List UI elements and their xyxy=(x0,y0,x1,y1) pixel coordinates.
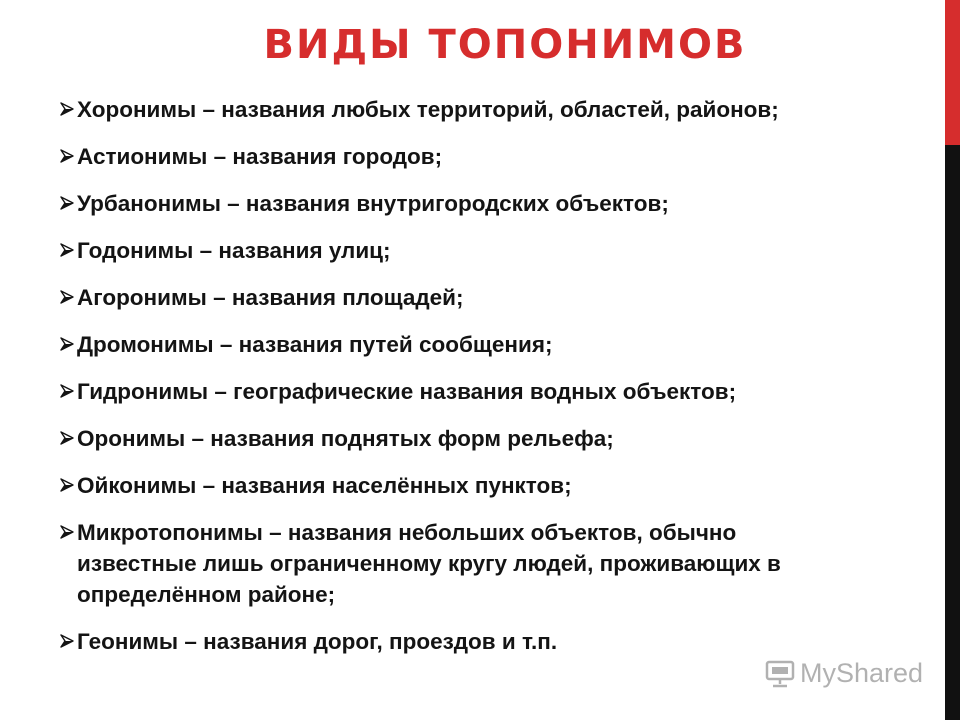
arrow-bullet-icon xyxy=(60,384,74,398)
list-item xyxy=(60,470,860,501)
list-item xyxy=(60,376,860,407)
list-item xyxy=(60,141,860,172)
list-item-text: Ойконимы – названия населённых пунктов; xyxy=(77,473,572,498)
slide-title: ВИДЫ ТОПОНИМОВ xyxy=(263,22,747,68)
list-item xyxy=(60,188,860,219)
list-item xyxy=(60,94,860,125)
arrow-bullet-icon xyxy=(60,290,74,304)
list-item-text: Годонимы – названия улиц; xyxy=(77,238,391,263)
list-item-text: Геонимы – названия дорог, проездов и т.п. xyxy=(77,629,558,654)
arrow-bullet-icon xyxy=(60,196,74,210)
arrow-bullet-icon xyxy=(60,525,74,539)
list-item-text: Дромонимы – названия путей сообщения; xyxy=(77,332,553,357)
arrow-bullet-icon xyxy=(60,478,74,492)
list-item xyxy=(60,423,860,454)
list-item xyxy=(60,626,860,657)
list-item-text: Гидронимы – географические названия водных объектов; xyxy=(77,379,737,404)
list-item-text: Микротопонимы – названия небольших объектов, обычно известные лишь ограниченному кругу людей, проживающих в определённом районе; xyxy=(77,520,781,607)
arrow-bullet-icon xyxy=(60,243,74,257)
list-item-text: Оронимы – названия поднятых форм рельефа; xyxy=(77,426,614,451)
toponym-list xyxy=(60,94,860,673)
arrow-bullet-icon xyxy=(60,431,74,445)
list-item-text: Хоронимы – названия любых территорий, областей, районов; xyxy=(77,97,779,122)
list-item xyxy=(60,282,860,313)
list-item-text: Астионимы – названия городов; xyxy=(77,144,443,169)
accent-bar-dark xyxy=(945,145,960,720)
list-item-text: Агоронимы – названия площадей; xyxy=(77,285,464,310)
watermark-text: MyShared xyxy=(800,658,924,688)
presentation-board-icon xyxy=(764,658,796,688)
arrow-bullet-icon xyxy=(60,149,74,163)
list-item xyxy=(60,235,860,266)
arrow-bullet-icon xyxy=(60,634,74,648)
watermark xyxy=(764,656,934,690)
list-item-text: Урбанонимы – названия внутригородских объектов; xyxy=(77,191,669,216)
arrow-bullet-icon xyxy=(60,337,74,351)
arrow-bullet-icon xyxy=(60,102,74,116)
list-item xyxy=(60,329,860,360)
list-item xyxy=(60,517,860,610)
